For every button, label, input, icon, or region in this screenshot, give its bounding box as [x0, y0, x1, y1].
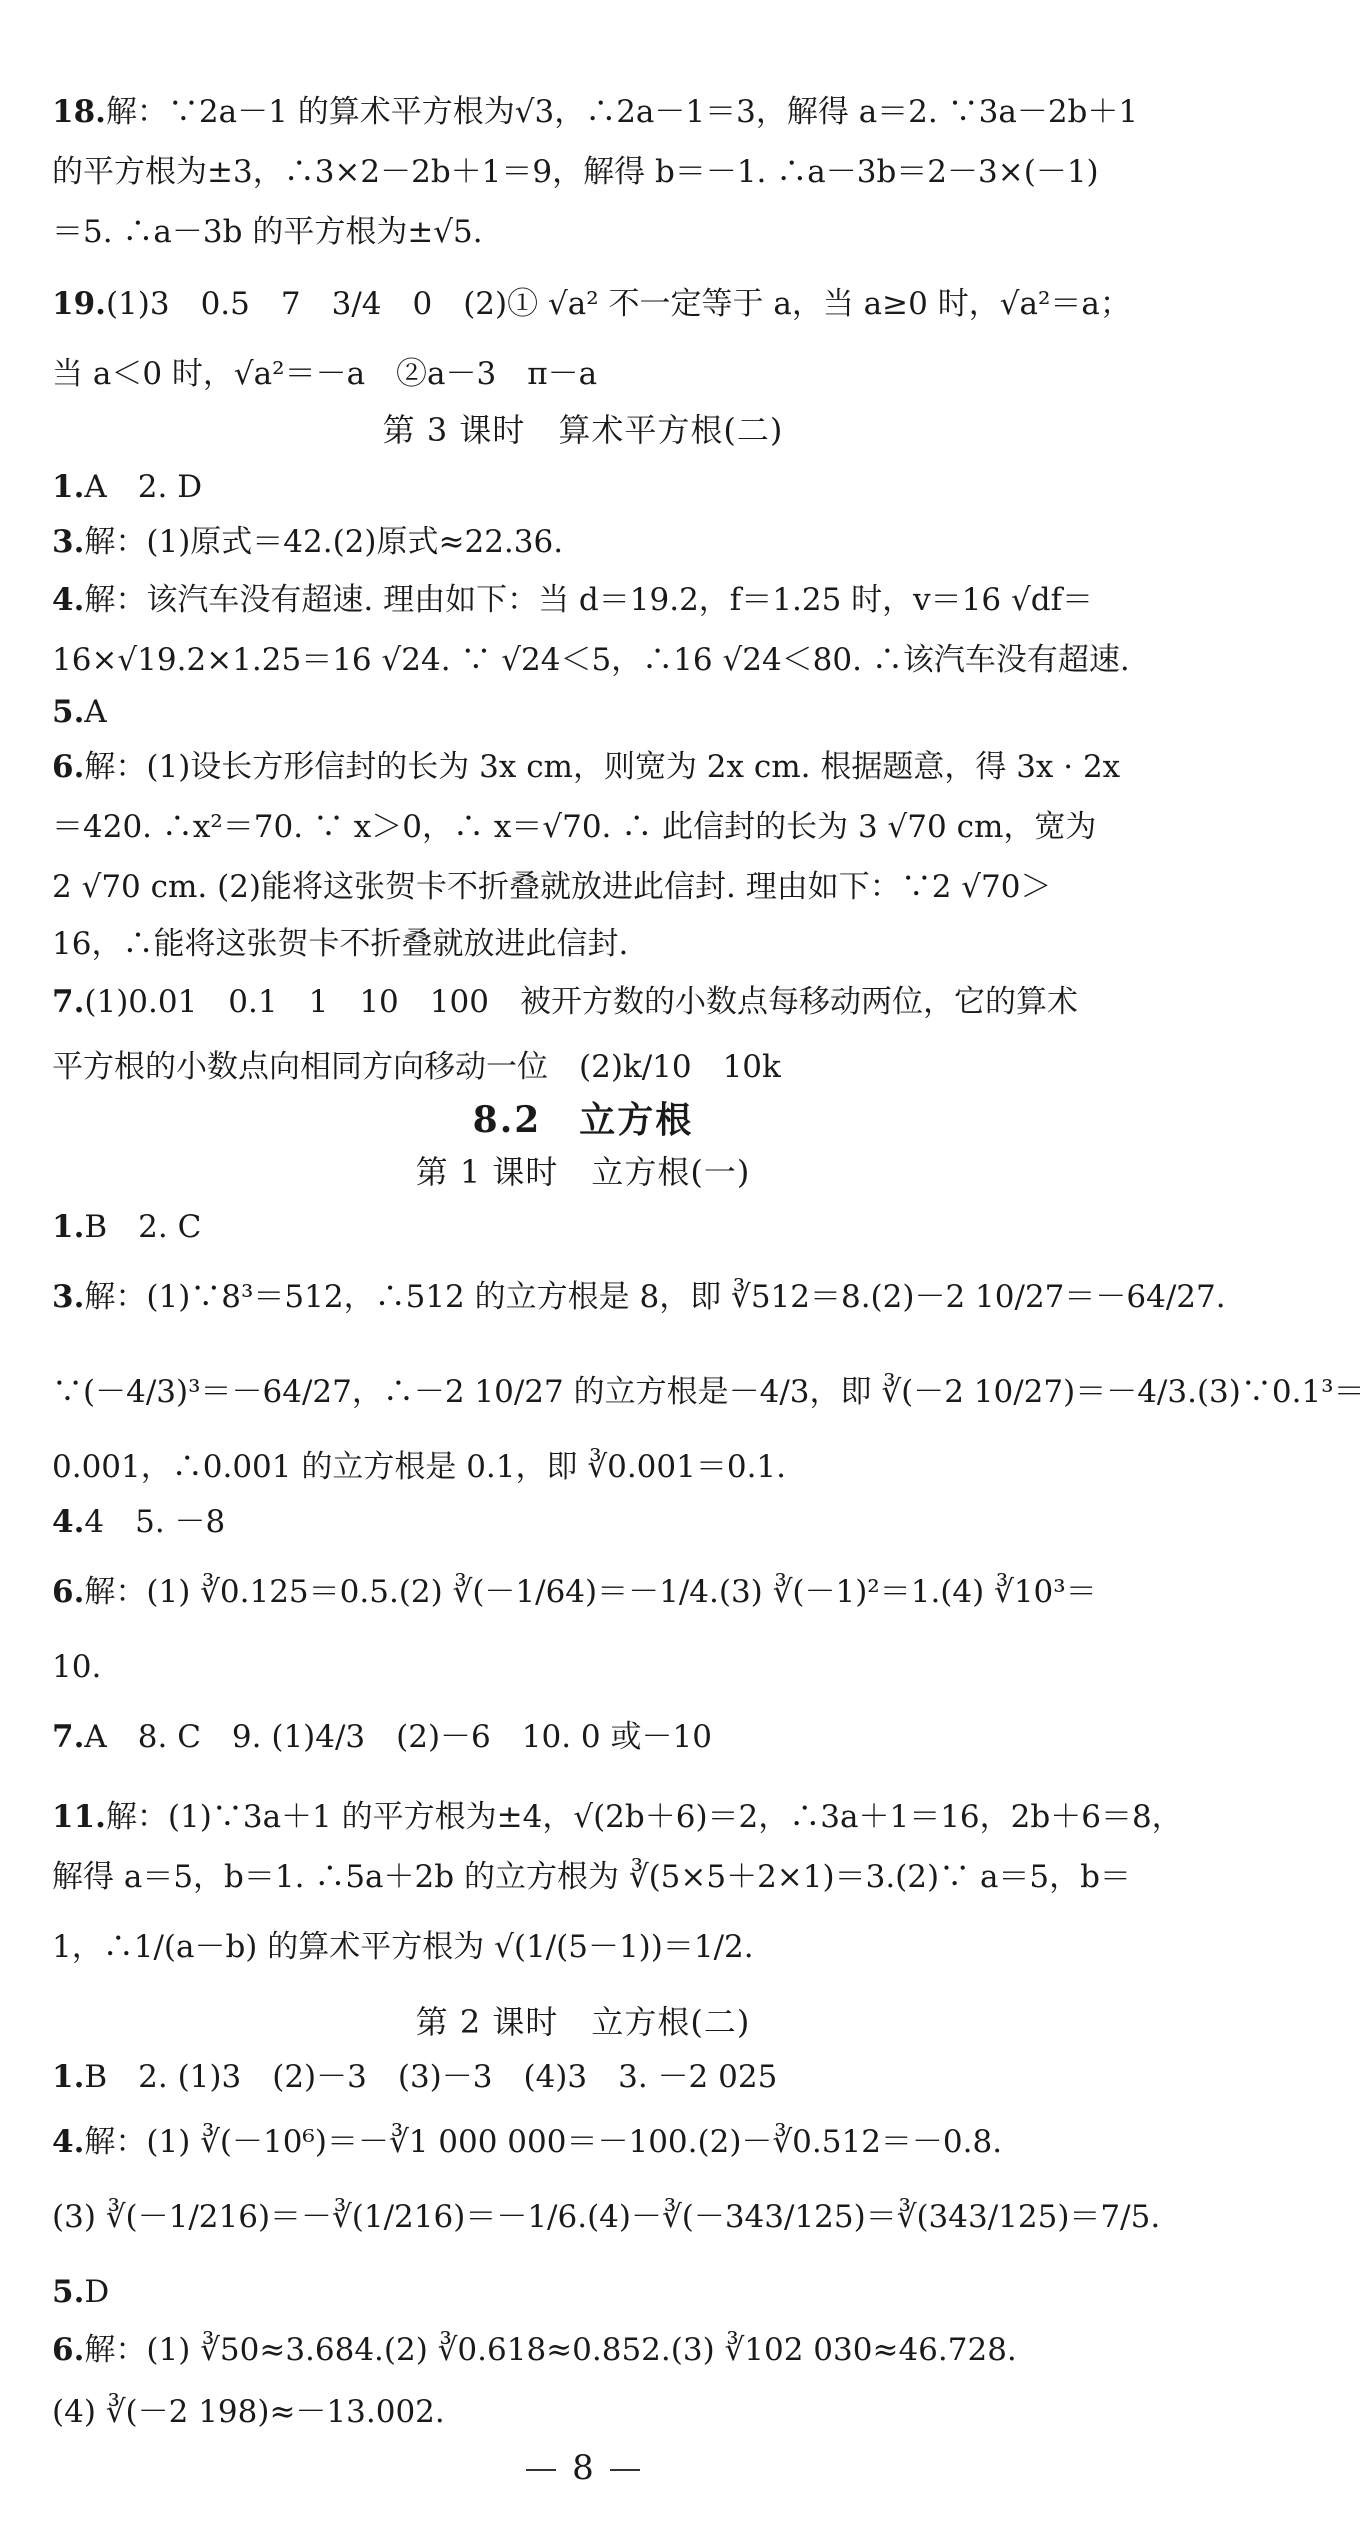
text-line: 4.解：(1) ∛(－10⁶)＝－∛1 000 000＝－100.(2)－∛0.512＝－0.8.: [52, 2124, 1003, 2160]
footer-dash: [610, 2469, 640, 2471]
text-line: 7.(1)0.01 0.1 1 10 100 被开方数的小数点每移动两位，它的算术: [52, 984, 1078, 1020]
text-line: 5.D: [52, 2274, 110, 2310]
text-line: 1.B 2. C: [52, 1209, 202, 1245]
lesson-heading: 第 2 课时 立方根(二): [415, 2003, 751, 2041]
text-line: 2 √70 cm. (2)能将这张贺卡不折叠就放进此信封. 理由如下：∵2 √70＞: [52, 869, 1052, 905]
text-line: 1.A 2. D: [52, 469, 203, 505]
text-line: 平方根的小数点向相同方向移动一位 (2)k/10 10k: [52, 1049, 781, 1085]
text-line: 19.(1)3 0.5 7 3/4 0 (2)① √a² 不一定等于 a，当 a≥0 时，√a²＝a；: [52, 286, 1131, 322]
text-line: 当 a＜0 时，√a²＝－a ②a－3 π－a: [52, 356, 598, 392]
text-line: ∵(－4/3)³＝－64/27，∴－2 10/27 的立方根是－4/3，即 ∛(－2 10/27)＝－4/3.(3)∵0.1³＝: [52, 1374, 1365, 1410]
text-line: 0.001，∴0.001 的立方根是 0.1，即 ∛0.001＝0.1.: [52, 1449, 787, 1485]
text-line: 3.解：(1)∵8³＝512，∴512 的立方根是 8，即 ∛512＝8.(2)－2 10/27＝－64/27.: [52, 1279, 1226, 1315]
text-line: 6.解：(1)设长方形信封的长为 3x cm，则宽为 2x cm. 根据题意，得 3x · 2x: [52, 749, 1121, 785]
text-line: 3.解：(1)原式＝42.(2)原式≈22.36.: [52, 524, 564, 560]
text-line: 的平方根为±3，∴3×2－2b＋1＝9，解得 b＝－1. ∴a－3b＝2－3×(－1): [52, 154, 1099, 190]
text-line: 5.A: [52, 694, 107, 730]
text-line: (3) ∛(－1/216)＝－∛(1/216)＝－1/6.(4)－∛(－343/125)＝∛(343/125)＝7/5.: [52, 2199, 1161, 2235]
page-number: 8: [572, 2448, 594, 2488]
text-line: 11.解：(1)∵3a＋1 的平方根为±4，√(2b＋6)＝2，∴3a＋1＝16，2b＋6＝8，: [52, 1799, 1183, 1835]
footer-dash: [526, 2469, 556, 2471]
text-line: 10.: [52, 1649, 102, 1685]
text-line: 解得 a＝5，b＝1. ∴5a＋2b 的立方根为 ∛(5×5＋2×1)＝3.(2)∵ a＝5，b＝: [52, 1859, 1131, 1895]
text-line: 18.解：∵2a－1 的算术平方根为√3，∴2a－1＝3，解得 a＝2. ∵3a－2b＋1: [52, 94, 1139, 130]
text-line: ＝5. ∴a－3b 的平方根为±√5.: [52, 214, 483, 250]
lesson-heading: 第 1 课时 立方根(一): [415, 1153, 751, 1191]
text-line: 16，∴能将这张贺卡不折叠就放进此信封.: [52, 926, 629, 962]
page-footer: [0, 2448, 1166, 2488]
section-heading: 8.2 立方根: [472, 1099, 694, 1141]
text-line: 1，∴1/(a－b) 的算术平方根为 √(1/(5－1))＝1/2.: [52, 1929, 754, 1965]
text-line: 1.B 2. (1)3 (2)－3 (3)－3 (4)3 3. －2 025: [52, 2059, 778, 2095]
lesson-heading: 第 3 课时 算术平方根(二): [382, 411, 784, 449]
text-line: 6.解：(1) ∛50≈3.684.(2) ∛0.618≈0.852.(3) ∛102 030≈46.728.: [52, 2332, 1017, 2368]
text-line: 4.解：该汽车没有超速. 理由如下：当 d＝19.2，f＝1.25 时，v＝16 √df＝: [52, 582, 1094, 618]
text-line: 7.A 8. C 9. (1)4/3 (2)－6 10. 0 或－10: [52, 1719, 712, 1755]
text-line: 4.4 5. －8: [52, 1504, 226, 1540]
text-line: 16×√19.2×1.25＝16 √24. ∵ √24＜5，∴16 √24＜80. ∴该汽车没有超速.: [52, 642, 1130, 678]
text-line: ＝420. ∴x²＝70. ∵ x＞0，∴ x＝√70. ∴ 此信封的长为 3 √70 cm，宽为: [52, 809, 1097, 845]
text-line: (4) ∛(－2 198)≈－13.002.: [52, 2394, 445, 2430]
text-line: 6.解：(1) ∛0.125＝0.5.(2) ∛(－1/64)＝－1/4.(3) ∛(－1)²＝1.(4) ∛10³＝: [52, 1574, 1097, 1610]
